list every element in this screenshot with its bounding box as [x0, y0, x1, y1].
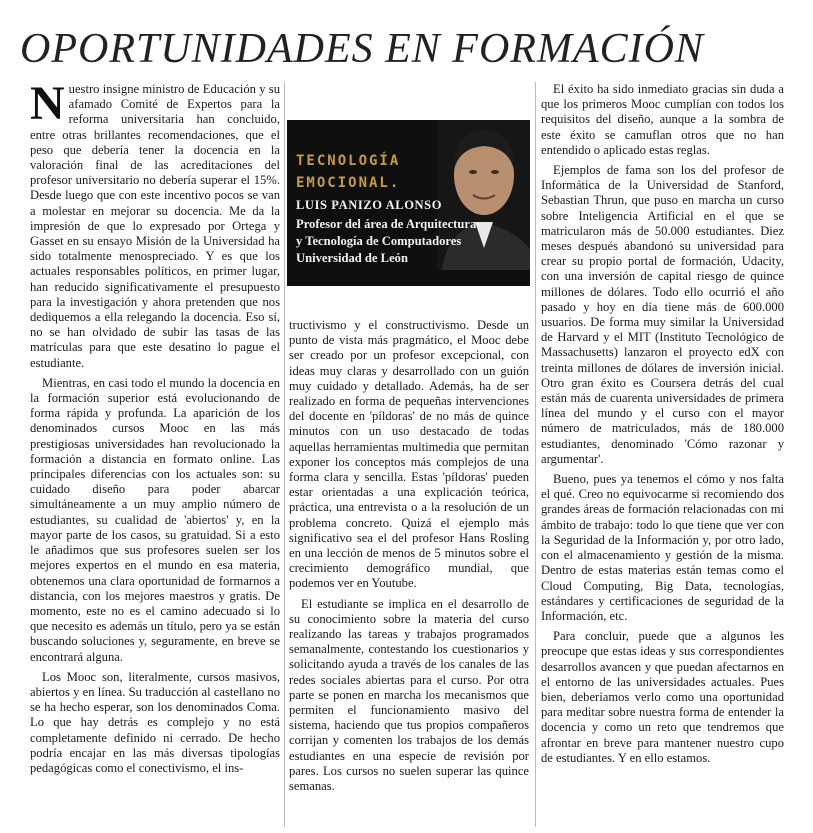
author-name: LUIS PANIZO ALONSO	[296, 198, 443, 212]
paragraph: Mientras, en casi todo el mundo la docencia en la formación superior está evolucionando de forma rápida y profunda. La aparición de los denominados cursos Mooc en las más prestigiosas universidades han revolucionado la formación a distancia en formato online. Las principales diferencias con los actuales son: su cuidado diseño para poder abarcar simultáneamente a un muy amplio número de estudiantes, su cualidad de 'abiertos' y, en la mayor parte de los casos, su gratuidad. Si a esto le añadimos que sus profesores suelen ser los mejores expertos en el mundo en esa materia, obtenemos una clara oportunidad de formarnos a distancia, con los mejores maestros y gratis. De momento, este no es el camino adecuado si lo que necesito es además un título, pero ya se están buscando soluciones y, seguramente, en breve se encontrará alguna.	[30, 375, 280, 664]
paragraph: Bueno, pues ya tenemos el cómo y nos falta el qué. Creo no equivocarme si recomiendo dos grandes áreas de formación relacionadas con mi ámbito de trabajo: todo lo que tiene que ver con la Seguridad de la Información y, por otro lado, con el almacenamiento y gestión de la misma. Dentro de estas materias están temas como el Cloud Computing, Big Data, tecnologías, estándares y certificaciones de seguridad de la Información, etc.	[541, 472, 784, 623]
paragraph: tructivismo y el constructivismo. Desde un punto de vista más pragmático, el Mooc debe ser creado por un profesor excepcional, con ideas muy claras y desarrollado con un guión muy cuidado y detallado. Además, ha de ser realizado en forma de pequeñas intervenciones del docente en 'píldoras' de no más de quince minutos con un uso destacado de todas aquellas herramientas multimedia que permitan exponer los conceptos más complejos de una forma clara y sencilla. Estas 'píldoras' pueden estar orientadas a una explicación teórica, práctica, una entrevista o a la resolución de un problema concreto. Quizá el ejemplo más significativo sea el del profesor Hans Rosling en una lección de menos de 5 minutos sobre el crecimiento demográfico mundial, que podemos ver en Youtube.	[289, 318, 529, 591]
column-divider	[535, 82, 536, 827]
paragraph: Para concluir, puede que a algunos les preocupe que estas ideas y sus correspondientes desarrollos avancen y que puedan afectarnos en el entorno de las universidades actuales. Pues bien, deberíamos verlo como una oportunidad para meditar sobre nuestra forma de entender la docencia y como un reto que tendremos que afrontar en breve para mantener nuestro cupo de estudiantes. Y en ello estamos.	[541, 629, 784, 765]
affiliation-line: y Tecnología de Computadores	[296, 234, 462, 248]
article-column-1	[30, 77, 280, 776]
paragraph: Nuestro insigne ministro de Educación y su afamado Comité de Expertos para la reforma universitaria han concluido, entre otras brillantes recomendaciones, que el peso que debería tener la docencia en la valoración final de las acreditaciones del profesor universitario no debería superar el 15%. Desde luego que con este incentivo pocos se van a molestar en mejorar su docencia. Me da la impresión de que lo expresado por Ortega y Gasset en su ensayo Misión de la Universidad ha sido totalmente menospreciado. Y es que los actuales responsables políticos, en primer lugar, han reducido significativamente el presupuesto para la investigación y ahora pretenden que nos dediquemos a ella relegando la docencia. Eso sí, no se han olvidado de subir las tasas de las matrículas para que este desatino lo pague el estudiante.	[30, 77, 280, 370]
column-divider	[284, 82, 285, 827]
headline: OPORTUNIDADES EN FORMACIÓN	[20, 26, 704, 72]
paragraph: El estudiante se implica en el desarrollo de su conocimiento sobre la materia del curso realizando las tareas y trabajos programados semanalmente, contestando los cuestionarios y solicitando ayuda a través de los canales de las redes sociales abiertas para el curso. Por otra parte se ponen en marcha los mecanismos que permiten el funcionamiento masivo del sistema, haciendo que tus propios compañeros corrijan y comenten los trabajos de los demás estudiantes en una especie de revisión por pares. Los cursos no suelen superar las quince semanas.	[289, 596, 529, 794]
paragraph: Ejemplos de fama son los del profesor de Informática de la Universidad de Stanford, Sebastian Thrun, que puso en marcha un curso sobre Inteligencia Artificial en el que se matricularon más de 50.000 estudiantes. Diez meses después abandonó su universidad para crear su propio portal de formación, Udacity, con una inversión de capital riesgo de quince millones de dólares. Todo ello ocurrió el año pasado y hoy en día tiene más de 600.000 usuarios. De forma muy similar la Universidad de Harvard y el MIT (Instituto Tecnológico de Massachusetts) lanzaron el proyecto edX con treinta millones de dólares de inversión inicial. Otro gran éxito es Coursera detrás del cual están más de cuarenta universidades de primera línea del mundo y el curso con el mayor número de matriculados, más de 180.000 estudiantes, denominado 'Cómo razonar y argumentar'.	[541, 163, 784, 466]
column-brand-line: EMOCIONAL.	[296, 175, 401, 191]
affiliation-line: Universidad de León	[296, 251, 408, 265]
paragraph: Los Mooc son, literalmente, cursos masivos, abiertos y en línea. Su traducción al castellano no se ha hecho esperar, son los denominados Coma. Lo que hay detrás es complejo y no está completamente definido ni cerrado. De hecho podría encajar en las más diversas tipologías pedagógicas como el conectivismo, el ins-	[30, 669, 280, 775]
column-brand	[296, 150, 400, 194]
affiliation-line: Profesor del área de Arquitectura	[296, 217, 477, 231]
article-column-2	[289, 318, 529, 794]
drop-cap: N	[30, 77, 65, 130]
article-column-3	[541, 82, 784, 766]
column-brand-line: TECNOLOGÍA	[296, 153, 401, 169]
author-box	[287, 120, 530, 286]
paragraph: El éxito ha sido inmediato gracias sin duda a que los primeros Mooc cumplían con todos los requisitos del diseño, aunque a la sombra de este éxito se camuflan otros que no han entendido o aplicado estas reglas.	[541, 82, 784, 157]
author-affiliation	[296, 216, 521, 267]
